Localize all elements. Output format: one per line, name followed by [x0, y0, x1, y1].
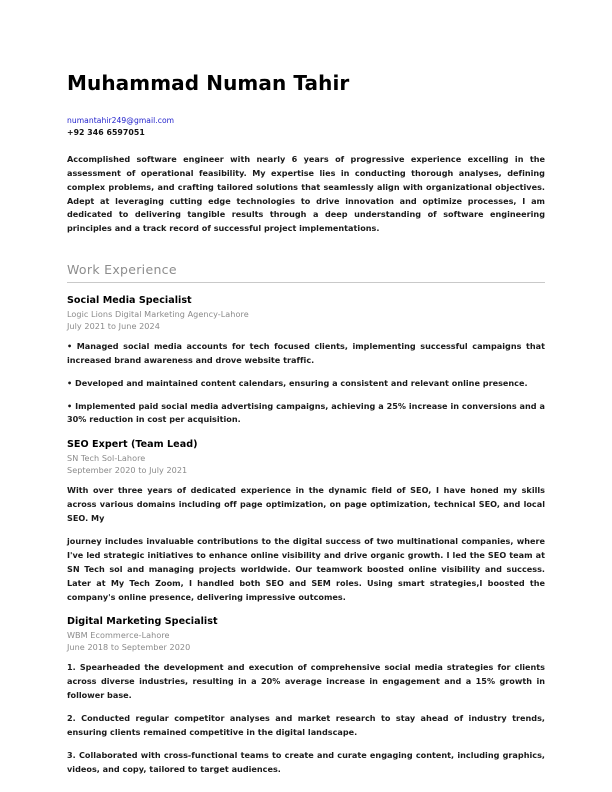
job-company: WBM Ecommerce-Lahore — [67, 630, 170, 641]
email-link[interactable]: numantahir249@gmail.com — [67, 116, 175, 125]
job-entry-1 — [67, 438, 545, 604]
professional-summary: Accomplished software engineer with nearly 6 years of progressive experience excelling in the assessment of operational feasibility. My expertise lies in conducting thorough analyses, defining complex problems, and crafting tailored solutions that seamlessly align with organizational objectives. Adept at leveraging cutting edge technologies to drive innovation and optimize processes, I am dedicated to delivering tangible results through a deep understanding of software engineering principles and a track record of successful project implementations. — [67, 153, 545, 234]
section-heading-work-experience: Work Experience — [67, 262, 177, 278]
job-dates: June 2018 to September 2020 — [67, 642, 191, 653]
job-bullet: With over three years of dedicated experience in the dynamic field of SEO, I have honed my skills across various domains including off page optimization, on page optimization, technical SEO, and local SEO. My — [67, 485, 545, 524]
job-bullet: • Developed and maintained content calendars, ensuring a consistent and relevant online presence. — [67, 377, 528, 388]
contact-info — [67, 115, 545, 139]
page-title: Muhammad Numan Tahir — [67, 71, 350, 95]
job-dates: July 2021 to June 2024 — [67, 320, 160, 331]
job-company: SN Tech Sol-Lahore — [67, 452, 146, 463]
job-description — [67, 340, 545, 428]
job-bullet: journey includes invaluable contributions to the digital success of two multinational companies, where I've led strategic initiatives to enhance online visibility and drive organic growth. I led the SEO team at SN Tech sol and managing projects worldwide. Our teamwork boosted online visibility and success. Later at My Tech Zoom, I handled both SEO and SEM roles. Using smart strategies,I boosted the company's online presence, delivering impressive outcomes. — [67, 535, 545, 602]
job-dates: September 2020 to July 2021 — [67, 465, 188, 476]
job-bullet: 1. Spearheaded the development and execution of comprehensive social media strategies for clients across diverse industries, resulting in a 20% average increase in engagement and a 15% growth in follower base. — [67, 662, 545, 701]
job-title: Digital Marketing Specialist — [67, 616, 218, 628]
section-divider — [67, 282, 545, 283]
phone-number: +92 346 6597051 — [67, 127, 145, 137]
job-entry-2 — [67, 615, 545, 776]
job-title: Social Media Specialist — [67, 294, 192, 306]
job-entry-0 — [67, 294, 545, 427]
job-bullet: • Implemented paid social media advertising campaigns, achieving a 25% increase in conversions and a 30% reduction in cost per acquisition. — [67, 400, 545, 425]
job-company: Logic Lions Digital Marketing Agency-Lahore — [67, 308, 249, 319]
job-description — [67, 484, 545, 604]
resume-content — [67, 72, 545, 779]
job-bullet: 3. Collaborated with cross-functional teams to create and curate engaging content, including graphics, videos, and copy, tailored to target audiences. — [67, 749, 545, 774]
job-title: SEO Expert (Team Lead) — [67, 439, 198, 451]
job-bullet: 2. Conducted regular competitor analyses and market research to stay ahead of industry trends, ensuring clients remained competitive in the digital landscape. — [67, 713, 545, 737]
job-description — [67, 661, 545, 776]
job-bullet: • Managed social media accounts for tech focused clients, implementing successful campaigns that increased brand awareness and drove website traffic. — [67, 340, 545, 365]
